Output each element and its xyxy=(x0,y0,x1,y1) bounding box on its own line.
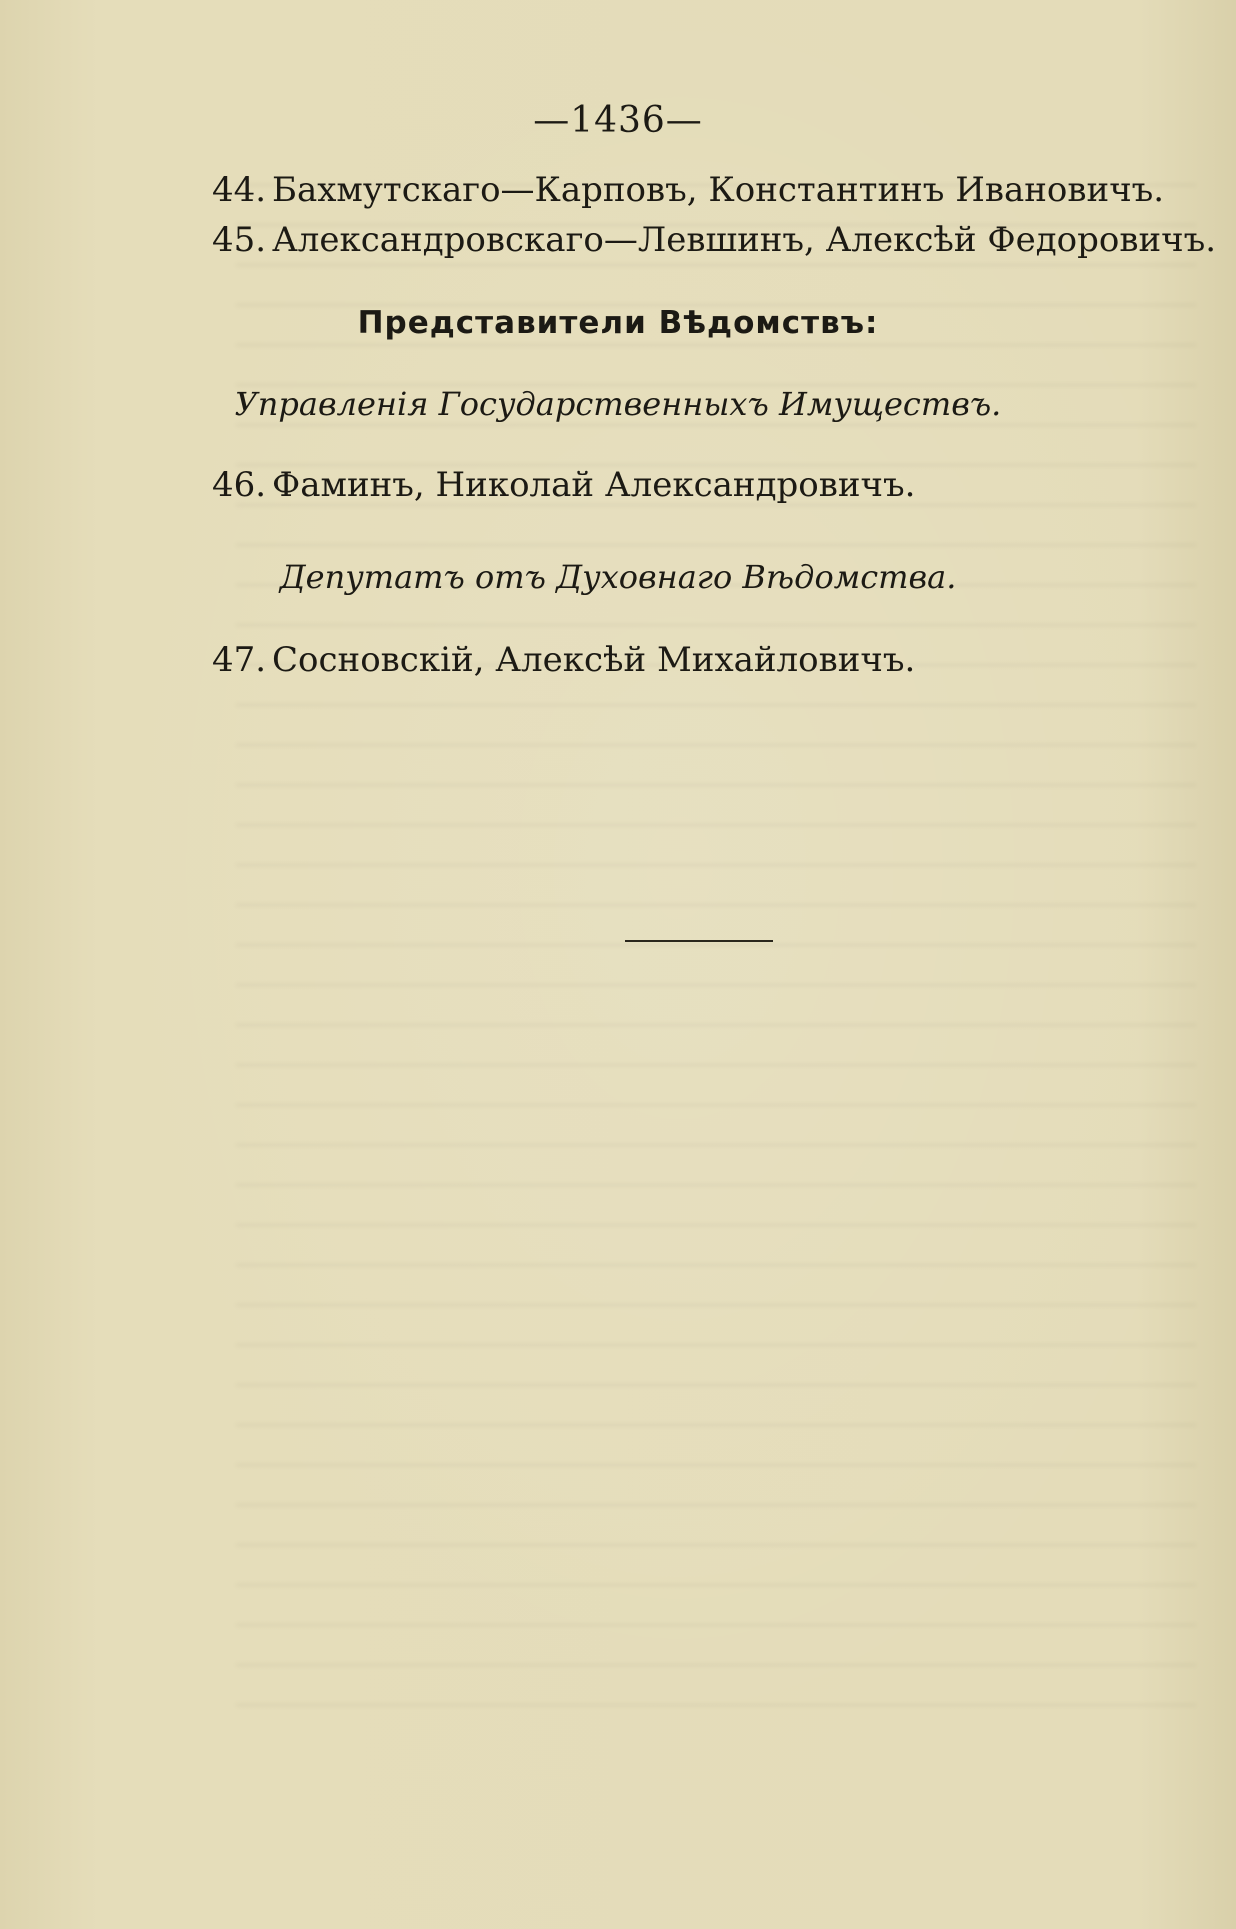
entry-47 xyxy=(212,640,915,680)
page-number: —1436— xyxy=(533,100,703,141)
entry-text: Бахмутскаго—Карповъ, Константинъ Ивановичъ. xyxy=(272,170,1165,210)
section-heading: Представители Вѣдомствъ: xyxy=(357,305,879,341)
entry-number: 46. xyxy=(212,465,267,505)
entry-number: 44. xyxy=(212,170,267,210)
subheading-clergy-deputy: Депутатъ отъ Духовнаго Вѣдомства. xyxy=(279,558,957,596)
entry-number: 47. xyxy=(212,640,267,680)
entry-46 xyxy=(212,465,915,505)
entry-45 xyxy=(212,220,1216,260)
closing-rule xyxy=(625,940,773,942)
entry-text: Сосновскій, Алексѣй Михайловичъ. xyxy=(272,640,916,680)
entry-text: Фаминъ, Николай Александровичъ. xyxy=(272,465,916,505)
entry-text: Александровскаго—Левшинъ, Алексѣй Федоровичъ. xyxy=(272,220,1217,260)
entry-44 xyxy=(212,170,1164,210)
subheading-state-property: Управленія Государственныхъ Имуществъ. xyxy=(234,385,1002,423)
entry-number: 45. xyxy=(212,220,267,260)
